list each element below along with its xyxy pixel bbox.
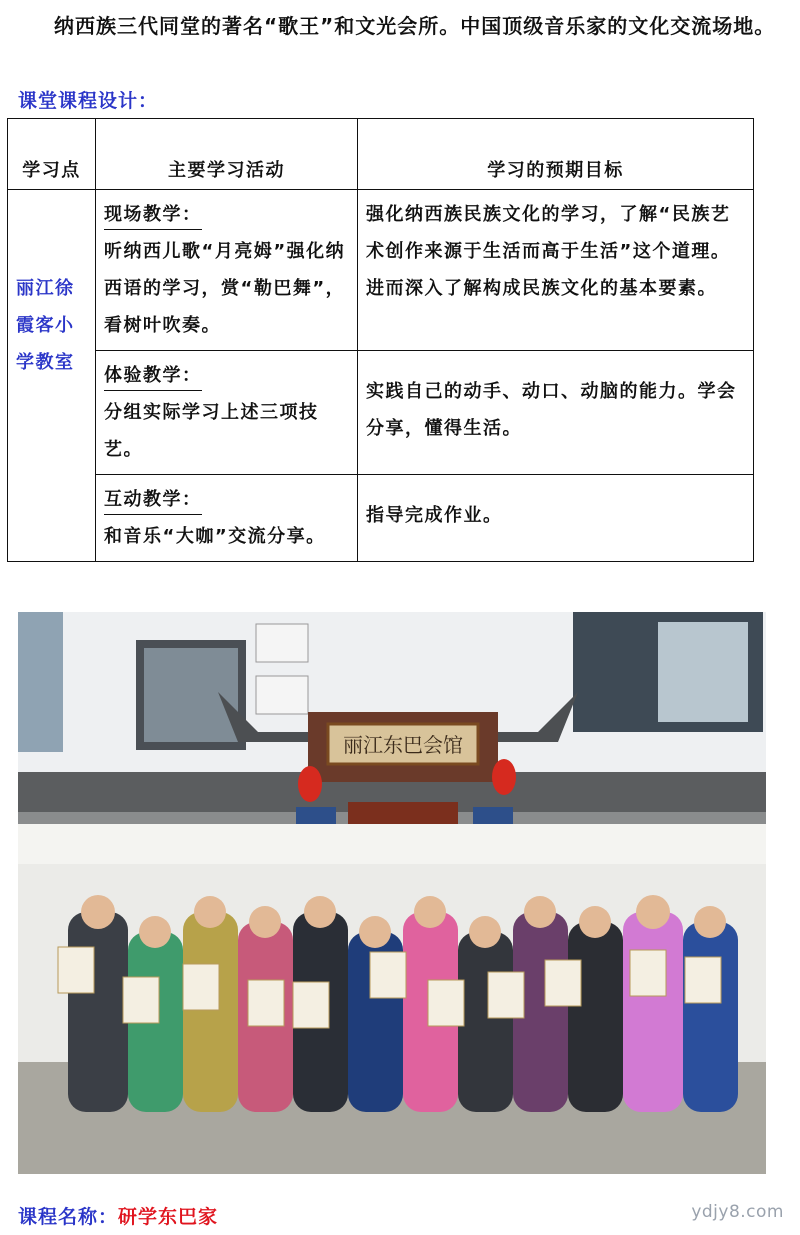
study-point-cell: 丽江徐霞客小学教室 bbox=[8, 190, 96, 562]
course-table bbox=[7, 118, 754, 562]
course-name-value: 研学东巴家 bbox=[118, 1206, 219, 1228]
activity-title: 现场教学： bbox=[104, 201, 202, 230]
table-header-row bbox=[8, 119, 754, 190]
header-expected-goal: 学习的预期目标 bbox=[358, 119, 754, 190]
group-photo bbox=[18, 612, 766, 1174]
course-name-label: 课程名称： bbox=[18, 1206, 119, 1228]
table-row bbox=[8, 190, 754, 351]
activity-cell bbox=[96, 475, 358, 562]
activity-text: 分组实际学习上述三项技艺。 bbox=[104, 402, 319, 460]
table-row bbox=[8, 351, 754, 475]
activity-title: 互动教学： bbox=[104, 486, 202, 515]
goal-cell: 指导完成作业。 bbox=[358, 475, 754, 562]
goal-cell: 实践自己的动手、动口、动脑的能力。学会分享，懂得生活。 bbox=[358, 351, 754, 475]
watermark: ydjy8.com bbox=[691, 1202, 784, 1222]
course-name bbox=[18, 1202, 218, 1229]
intro-paragraph: 纳西族三代同堂的著名“歌王”和文光会所。中国顶级音乐家的文化交流场地。 bbox=[54, 14, 776, 38]
activity-text: 和音乐“大咖”交流分享。 bbox=[104, 526, 326, 547]
header-main-activity: 主要学习活动 bbox=[96, 119, 358, 190]
section-label: 课堂课程设计： bbox=[18, 90, 159, 112]
table-row bbox=[8, 475, 754, 562]
activity-text: 听纳西儿歌“月亮姆”强化纳西语的学习，赏“勒巴舞”，看树叶吹奏。 bbox=[104, 241, 346, 336]
gate-sign: 丽江东巴会馆 bbox=[343, 733, 463, 757]
activity-cell bbox=[96, 190, 358, 351]
group-photo-illustration bbox=[18, 612, 766, 1174]
goal-cell: 强化纳西族民族文化的学习，了解“民族艺术创作来源于生活而高于生活”这个道理。进而深入了解构成民族文化的基本要素。 bbox=[358, 190, 754, 351]
activity-cell bbox=[96, 351, 358, 475]
activity-title: 体验教学： bbox=[104, 362, 202, 391]
header-study-point: 学习点 bbox=[8, 119, 96, 190]
